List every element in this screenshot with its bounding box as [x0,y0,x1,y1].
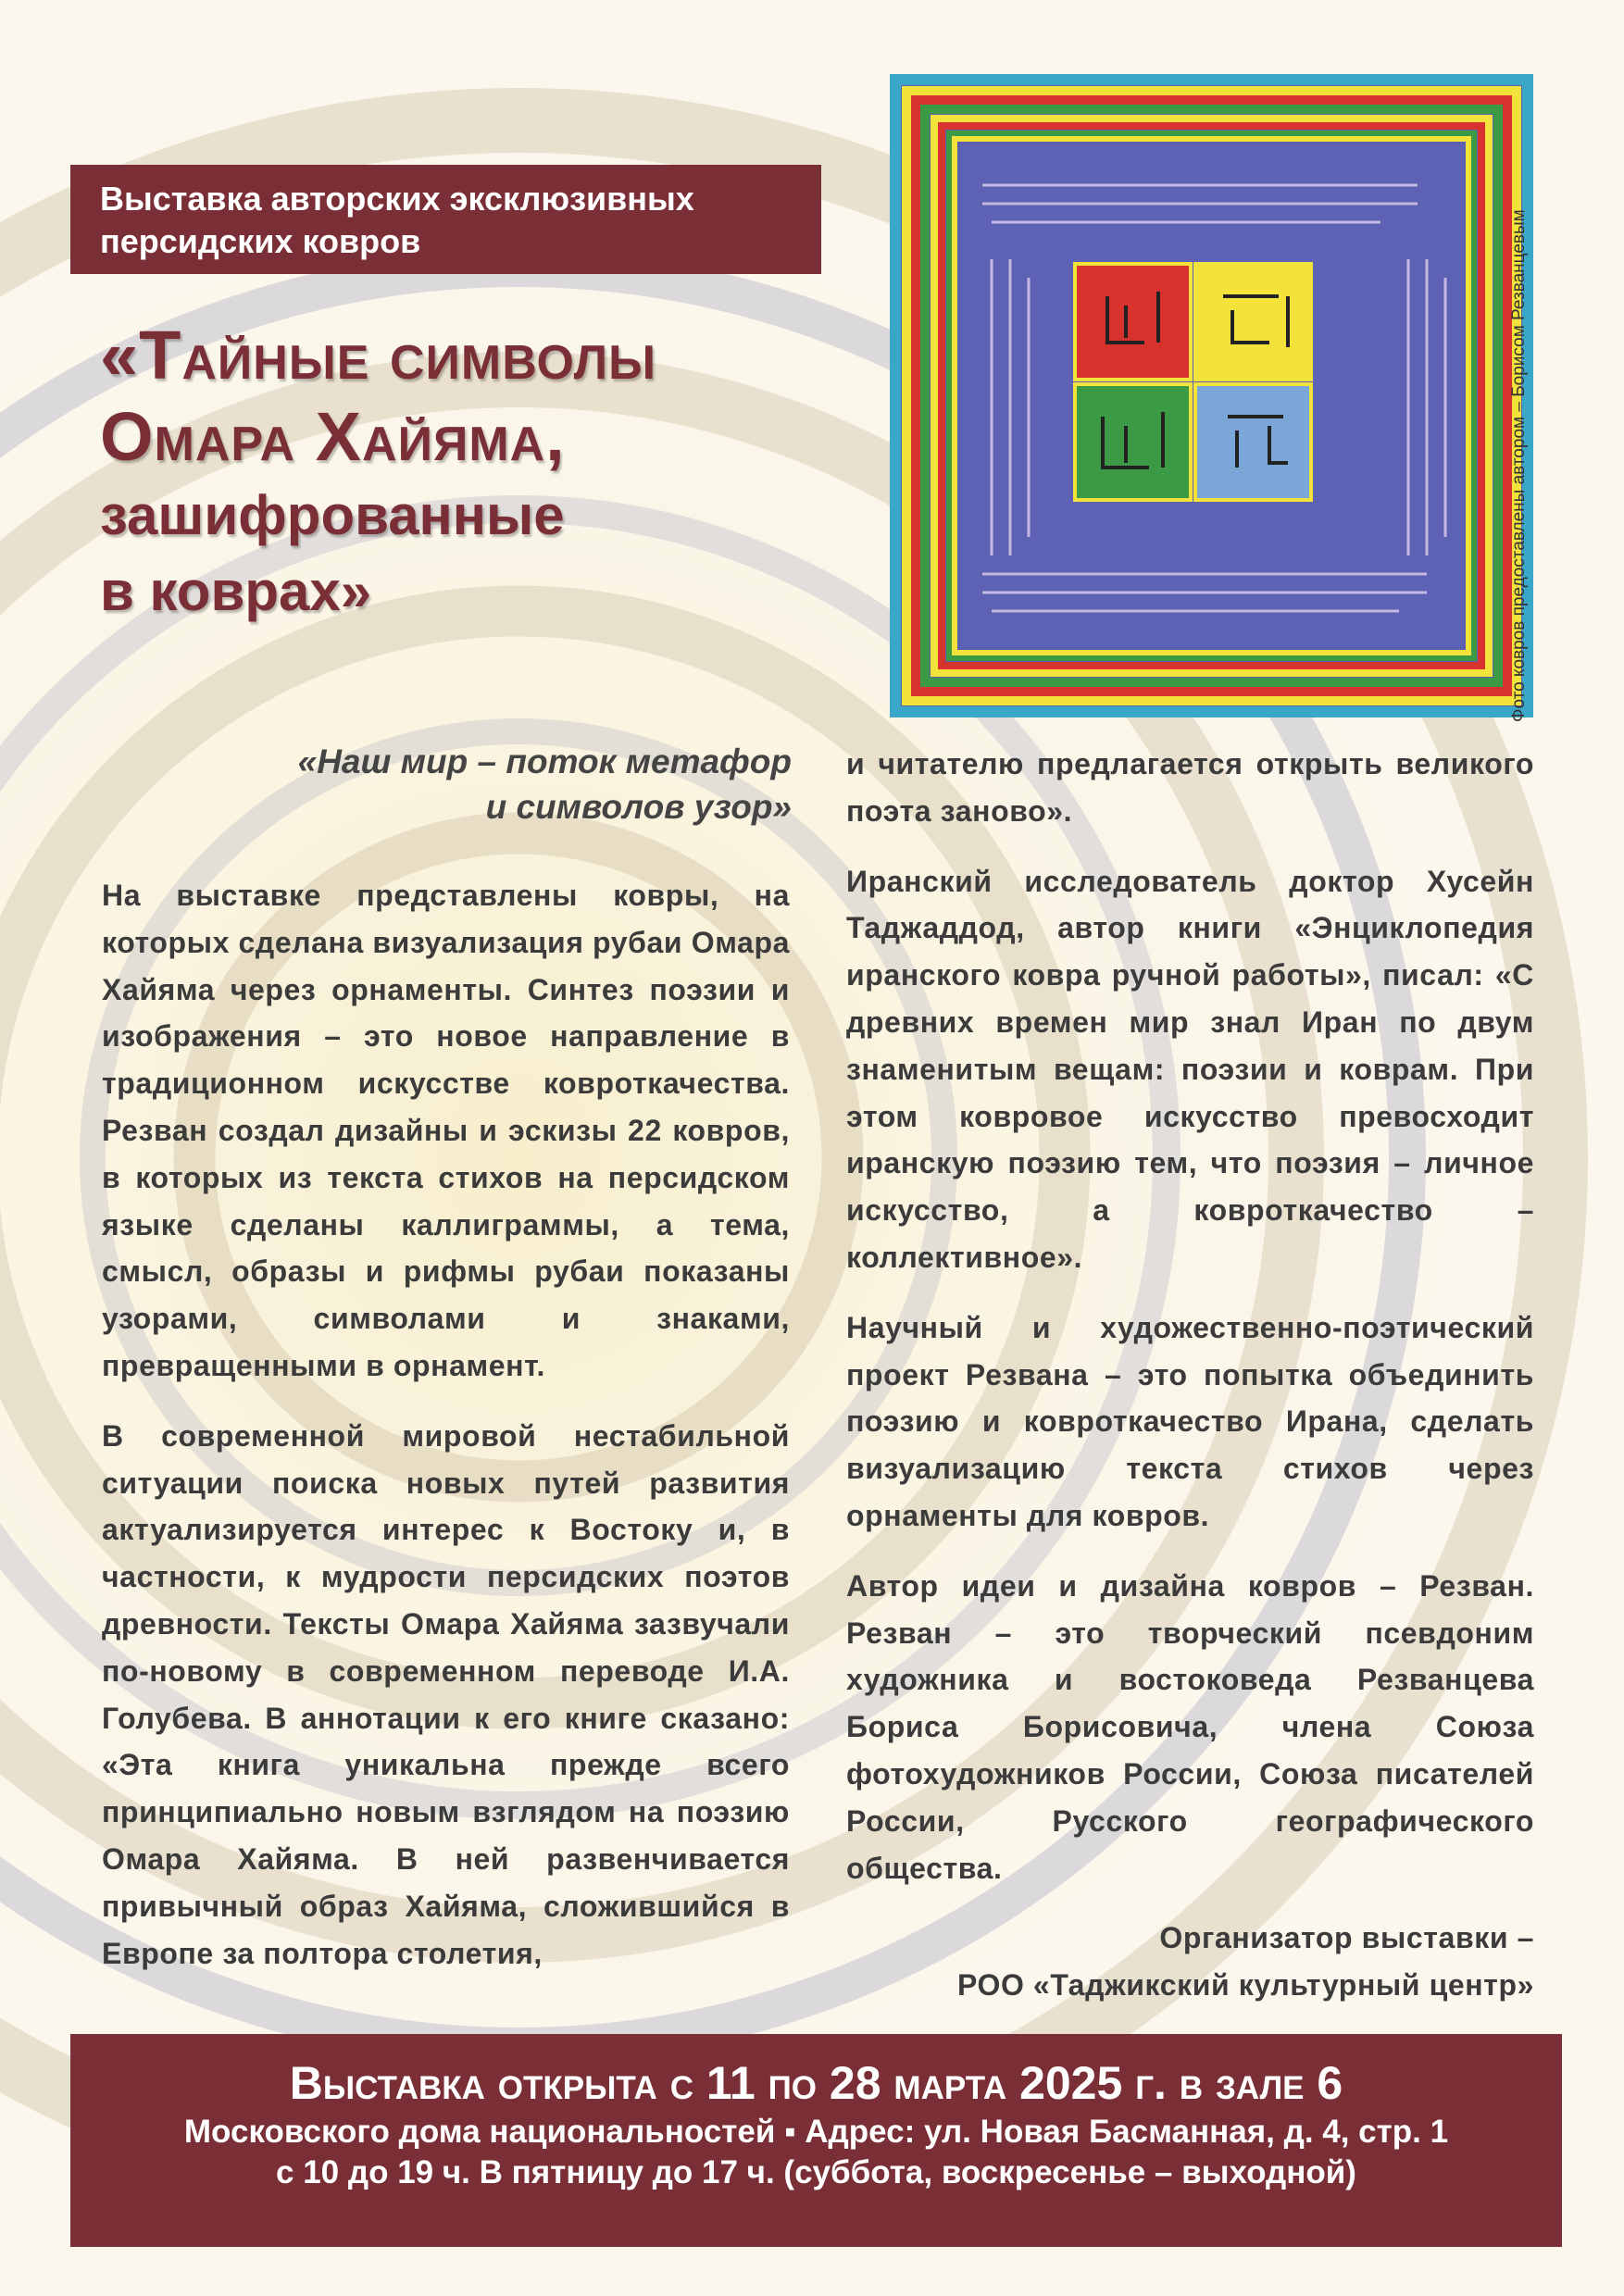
exhibition-label: Выставка авторских эксклюзивных персидских ковров [100,180,694,260]
page-title [100,315,841,630]
exhibition-label-banner [70,165,821,274]
title-line-1: «Тайные символы [100,317,657,393]
organizer [846,1915,1534,2009]
epigraph [130,739,792,830]
paragraph-exhibition-description: На выставке представлены ковры, на которых сделана визуализация рубаи Омара Хайяма через орнаменты. Синтез поэзии и изображения – это новое направление в традиционном искусстве ковроткачества. Резван создал дизайны и эскизы 22 ковров, в которых из текста стихов на персидском языке сделаны каллиграммы, а тема, смысл, образы и рифмы рубаи показаны узорами, символами и знаками, превращенными в орнамент. [102,879,790,1382]
exhibition-hours: с 10 до 19 ч. В пятницу до 17 ч. (суббота, воскресенье – выходной) [276,2154,1356,2190]
paragraph-quote-tajaddod: Иранский исследователь доктор Хусейн Таджаддод, автор книги «Энциклопедия иранского ковра ручной работы», писал: «С древних времен мир знал Иран по двум знаменитым вещам: поэзии и коврам. При этом ковровое искусство превосходит иранскую поэзию тем, что поэзия – личное искусство, а ковроткачество – коллективное». [846,864,1534,1274]
carpet-photo [890,74,1533,718]
title-line-4: в коврах» [100,560,372,622]
paragraph-author: Автор идеи и дизайна ковров – Резван. Резван – это творческий псевдоним художника и востоковеда Резванцева Бориса Борисовича, члена Союза фотохудожников России, Союза писателей России, Русского географического общества. [846,1568,1534,1885]
exhibition-address: Московского дома национальностей ▪ Адрес: ул. Новая Басманная, д. 4, стр. 1 [183,2114,1449,2150]
organizer-line-2: РОО «Таджикский культурный центр» [956,1968,1534,2003]
epigraph-line-1: «Наш мир – поток метафор [297,742,792,780]
organizer-line-1: Организатор выставки – [1159,1921,1534,1955]
right-column [846,741,1534,2009]
paragraph-context: В современной мировой нестабильной ситуации поиска новых путей развития актуализируется интерес к Востоку и, в частности, к мудрости персидских поэтов древности. Тексты Омара Хайяма зазвучали по-новому в современном переводе И.А. Голубева. В аннотации к его книге сказано: «Эта книга уникальна прежде всего принципиально новым взглядом на поэзию Омара Хайяма. В ней развенчивается привычный образ Хайяма, сложившийся в Европе за полтора столетия, [102,1418,790,1970]
exhibition-dates: Выставка открыта с 11 по 28 марта 2025 г. в зале 6 [289,2057,1343,2109]
title-line-3: зашифрованные [100,484,565,546]
title-line-2: Омара Хайяма, [100,398,566,475]
exhibition-info-banner [70,2034,1562,2247]
paragraph-project: Научный и художественно-поэтический проект Резвана – это попытка объединить поэзию и ковроткачество Ирана, сделать визуализацию текста стихов через орнаменты для ковров. [846,1310,1534,1532]
photo-credit: Фото ковров предоставлены автором – Борисом Резванцевым [1509,209,1529,722]
left-column [102,872,790,2000]
epigraph-line-2: и символов узор» [485,788,792,826]
paragraph-continuation: и читателю предлагается открыть великого поэта заново». [846,747,1534,828]
